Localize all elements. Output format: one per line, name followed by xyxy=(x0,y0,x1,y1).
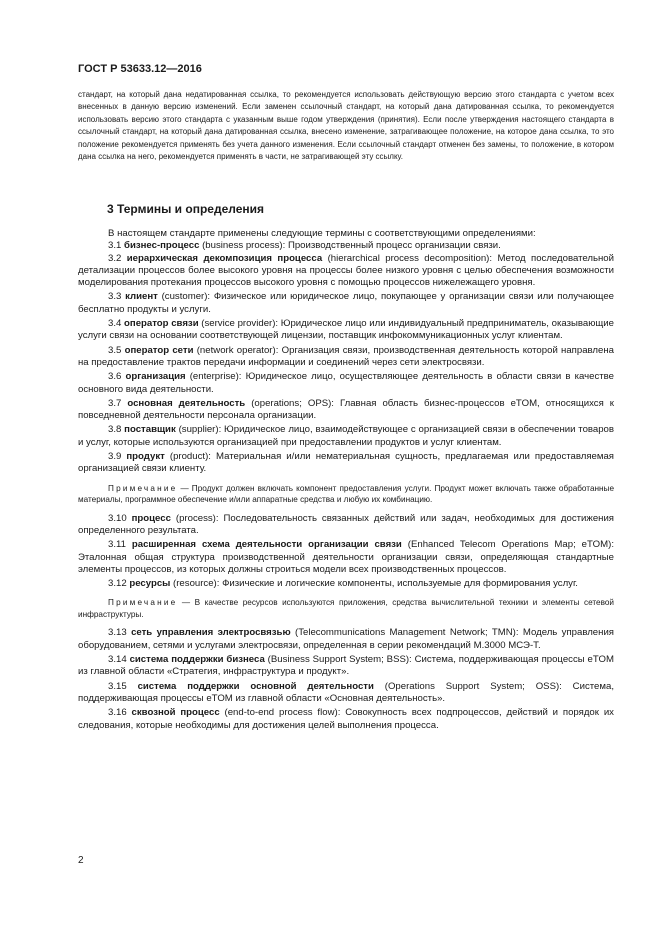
term-entry xyxy=(78,398,614,423)
note-label: Примечание xyxy=(108,483,178,493)
term-number: 3.7 xyxy=(108,397,122,409)
term-number: 3.8 xyxy=(108,424,122,436)
term-name: бизнес-процесс xyxy=(124,240,200,252)
term-number: 3.1 xyxy=(108,240,122,252)
term-name: система поддержки бизнеса xyxy=(129,654,265,666)
term-entry xyxy=(78,681,614,706)
term-number: 3.5 xyxy=(108,344,122,356)
term-entry xyxy=(78,253,614,290)
term-number: 3.12 xyxy=(108,578,127,590)
note xyxy=(78,597,614,620)
term-number: 3.3 xyxy=(108,291,122,303)
term-entry xyxy=(78,578,614,590)
term-entry xyxy=(78,318,614,343)
term-name: продукт xyxy=(126,451,165,463)
section-title: 3 Термины и определения xyxy=(107,202,265,216)
note-text: — Продукт должен включать компонент предоставления услуги. Продукт может включать также обработанные материалы, программное обеспечение и/или аппаратные средства и любую их комбинацию. xyxy=(78,483,614,505)
term-name: расширенная схема деятельности организации связи xyxy=(131,539,402,551)
term-definition: (end-to-end process flow): Совокупность всех подпроцессов, действий и порядок их следования, которые необходимы для достижения целей выполнения процесса. xyxy=(78,707,614,731)
document-header: ГОСТ Р 53633.12—2016 xyxy=(78,63,202,75)
term-name: процесс xyxy=(131,512,171,524)
term-definition: (hierarchical process decomposition): Метод последовательной детализации процессов более высокого уровня на процессы более низкого уровня с целью обеспечения возможности моделирования протекания процессов высокого уровня с помощью процессов нижележащего уровня. xyxy=(78,252,614,289)
term-definition: (process): Последовательность связанных действий или задач, необходимых для достижения определенного результата. xyxy=(78,512,615,536)
term-definition: (network operator): Организация связи, производственная деятельность которой направлена на предоставление трактов передачи информации и соединений через сети электросвязи. xyxy=(78,344,614,368)
term-name: иерархическая декомпозиция процесса xyxy=(126,252,323,264)
term-name: сквозной процесс xyxy=(131,707,220,719)
term-entry xyxy=(78,424,614,449)
term-number: 3.4 xyxy=(108,318,122,330)
term-definition: (operations; OPS): Главная область бизнес-процессов eTOM, относящихся к повседневной деятельности персонала организации. xyxy=(78,397,614,422)
page-number: 2 xyxy=(78,855,84,866)
term-number: 3.10 xyxy=(108,512,127,524)
term-definition: (Operations Support System; OSS): Система, поддерживающая процессы eTOM из главной области «Основная деятельность». xyxy=(78,680,614,704)
term-definition: (supplier): Юридическое лицо, взаимодействующее с организацией связи в обеспечении товаров и услуг, которые используются организацией при предоставлении продуктов и услуг клиентам. xyxy=(78,424,614,448)
term-name: поставщик xyxy=(124,424,176,436)
term-name: ресурсы xyxy=(129,578,171,590)
term-name: клиент xyxy=(125,291,158,303)
term-entry xyxy=(78,513,614,538)
term-definition: (enterprise): Юридическое лицо, осуществляющее деятельность в области связи в качестве основного вида деятельности. xyxy=(78,371,615,395)
term-entry xyxy=(78,654,614,679)
term-number: 3.2 xyxy=(108,252,122,264)
term-entry xyxy=(78,345,614,370)
term-name: система поддержки основной деятельности xyxy=(137,680,374,692)
term-definition: (product): Материальная и/или нематериальная сущность, предлагаемая или предоставляемая организацией связи клиенту. xyxy=(78,451,614,475)
term-name: оператор сети xyxy=(124,344,194,356)
note-text: — В качестве ресурсов используются приложения, средства вычислительной техники и элементы сетевой инфраструктуры. xyxy=(78,598,614,619)
intro-section xyxy=(78,89,614,163)
intro-paragraph: стандарт, на который дана недатированная ссылка, то рекомендуется использовать действующую версию этого стандарта с учетом всех внесенных в данную версию изменений. Если заменен ссылочный стандарт, на который дана датированная ссылка, то рекомендуется использовать версию этого стандарта с указанным выше годом утверждения (принятия). Если после утверждения настоящего стандарта в ссылочный стандарт, на который дана датированная ссылка, внесено изменение, затрагивающее положение, на которое дана ссылка, то это положение рекомендуется применять без учета данного изменения. Если ссылочный стандарт отменен без замены, то положение, в котором дана ссылка на него, рекомендуется применять в части, не затрагивающей эту ссылку. xyxy=(78,90,614,162)
term-number: 3.6 xyxy=(108,371,122,383)
note xyxy=(78,483,614,506)
term-definition: (service provider): Юридическое лицо или индивидуальный предприниматель, оказывающие услуги связи на основании соответствующей лицензии, поставщик инфокоммуникационных услуг клиентам. xyxy=(78,318,614,342)
term-definition: (Telecommunications Management Network; TMN): Модель управления оборудованием, сетями и услугами электросвязи, определенная в серии рекомендаций М.3000 МСЭ-Т. xyxy=(78,627,614,651)
term-entry xyxy=(78,451,614,476)
section-lead: В настоящем стандарте применены следующие термины с соответствующими определениями: xyxy=(108,228,536,239)
note-label: Примечание xyxy=(108,598,178,608)
term-entry xyxy=(78,627,614,652)
term-number: 3.14 xyxy=(108,654,127,666)
term-entry xyxy=(78,291,614,316)
term-name: оператор связи xyxy=(124,318,199,330)
term-entry xyxy=(78,707,614,732)
term-number: 3.9 xyxy=(108,451,122,463)
term-number: 3.15 xyxy=(108,680,127,692)
term-entry xyxy=(78,240,614,252)
term-definition: (business process): Производственный процесс организации связи. xyxy=(199,240,501,252)
term-name: основная деятельность xyxy=(127,397,246,409)
term-name: сеть управления электросвязью xyxy=(131,627,291,639)
term-entry xyxy=(78,371,614,396)
term-name: организация xyxy=(125,371,186,383)
term-entry xyxy=(78,539,614,576)
term-number: 3.13 xyxy=(108,627,127,639)
term-definition: (customer): Физическое или юридическое лицо, покупающее у организации связи или получающее бесплатно продукты и услуги. xyxy=(78,291,614,315)
term-definition: (resource): Физические и логические компоненты, используемые для формирования услуг. xyxy=(170,578,578,590)
term-definition: (Business Support System; BSS): Система, поддерживающая процессы eTOM из главной области «Стратегия, инфраструктура и продукт». xyxy=(78,654,614,678)
term-number: 3.11 xyxy=(108,539,126,551)
definitions-section xyxy=(78,228,614,732)
term-number: 3.16 xyxy=(108,707,127,719)
term-definition: (Enhanced Telecom Operations Map; eTOM): Эталонная общая структура производственной деятельности организации связи, определяющая стандартные элементы процессов, из которых должны строиться модели всех производственных процессов. xyxy=(78,539,614,575)
